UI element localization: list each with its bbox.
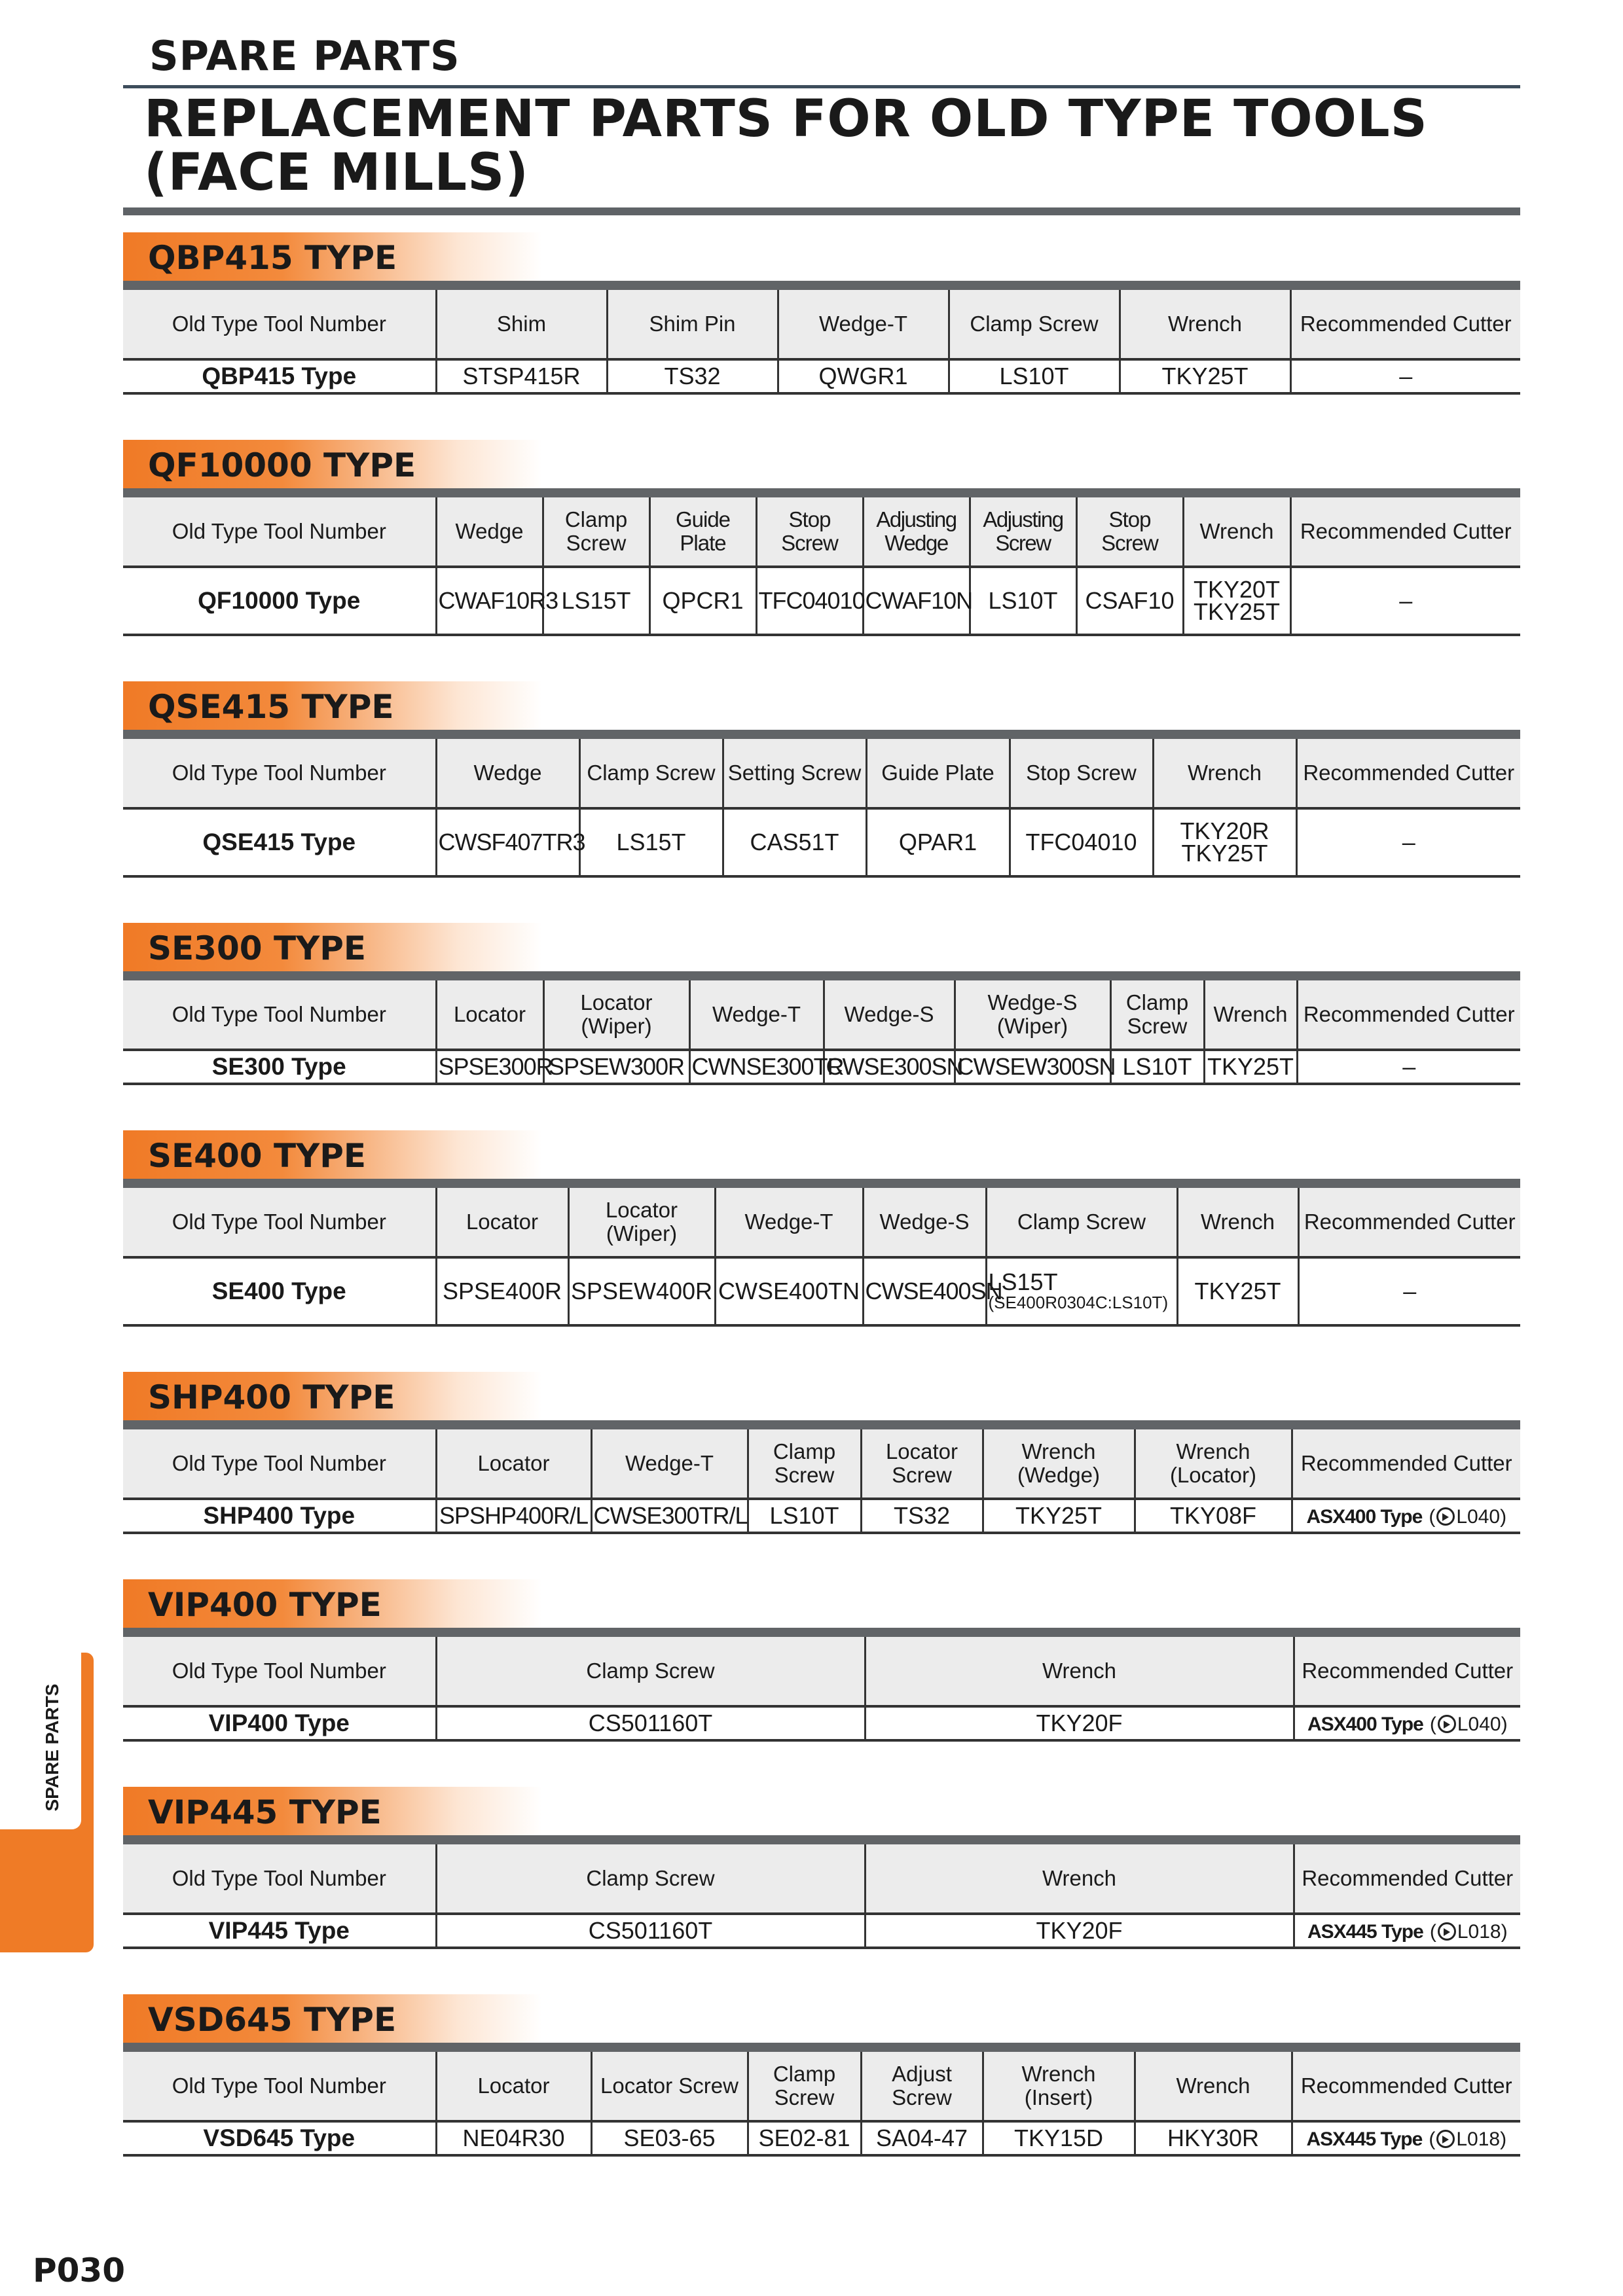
header-bar [123,207,1520,215]
table-row [123,1706,1520,1740]
part-cell: LS10T [748,1499,861,1533]
tool-number: SE300 Type [123,1050,436,1084]
part-cell: SPSE300R [436,1050,543,1084]
part-cell: TS32 [861,1499,983,1533]
col-header: Recommended Cutter [1292,2052,1520,2121]
col-header: Old Type Tool Number [123,739,436,808]
parts-table [123,2052,1520,2157]
page-header [123,30,1520,215]
tool-number: VIP400 Type [123,1706,436,1740]
page-number: P030 [33,2251,126,2289]
cutter-ref: L018) [1457,1920,1508,1943]
section-title: SHP400 TYPE [123,1372,542,1420]
table-row [123,1050,1520,1084]
col-header: Wrench [865,1844,1294,1914]
col-header: Recommended Cutter [1298,1188,1520,1257]
ref-open: ( [1429,1505,1436,1528]
section-bar [123,971,1520,980]
tool-number: SE400 Type [123,1257,436,1325]
part-cell: NE04R30 [436,2121,591,2155]
col-header: Wrench [865,1637,1294,1706]
col-header: Clamp Screw [543,497,649,567]
col-header: Locator [436,2052,591,2121]
wrench-value: TKY20T [1193,576,1281,603]
col-header: Wrench [1120,290,1290,359]
section-bar [123,281,1520,290]
col-header: Wedge-T [778,290,949,359]
part-cell: TKY20F [865,1706,1294,1740]
col-header: Locator Screw [861,1429,983,1499]
tool-number: VIP445 Type [123,1914,436,1948]
col-header: Recommended Cutter [1297,980,1520,1050]
page-ref-arrow-icon [1436,2130,1455,2148]
col-header: Recommended Cutter [1290,497,1520,567]
section-bar [123,1628,1520,1637]
part-cell: SPSEW300R [543,1050,689,1084]
section-se300 [123,923,1520,1085]
part-cell: QPCR1 [649,567,756,635]
col-header: Wrench (Locator) [1135,1429,1292,1499]
parts-table [123,497,1520,636]
section-title: VSD645 TYPE [123,1994,542,2043]
section-title: SE300 TYPE [123,923,542,971]
col-header: Clamp Screw [748,1429,861,1499]
cutter-name: ASX445 Type [1306,2128,1423,2150]
page-title [144,92,1520,200]
part-cell: CS501160T [436,1706,865,1740]
part-cell: CWSEW300SN [955,1050,1110,1084]
part-cell: CWAF10R3 [436,567,543,635]
recommended-cutter: – [1290,567,1520,635]
recommended-cutter [1292,2121,1520,2155]
col-header: Guide Plate [649,497,756,567]
section-vsd645 [123,1994,1520,2157]
col-header: Old Type Tool Number [123,1844,436,1914]
part-cell: SPSHP400R/L [436,1499,591,1533]
cutter-ref: L018) [1456,2128,1507,2150]
part-cell: SA04-47 [861,2121,983,2155]
table-row [123,1257,1520,1325]
section-title: QF10000 TYPE [123,440,542,488]
side-tab-label-area [0,1653,81,1829]
col-header: Wedge [436,739,579,808]
col-header: Old Type Tool Number [123,980,436,1050]
cutter-name: ASX400 Type [1306,1505,1423,1528]
parts-table [123,980,1520,1085]
parts-table [123,1637,1520,1742]
col-header: Old Type Tool Number [123,1429,436,1499]
col-header: Clamp Screw [579,739,723,808]
cutter-ref: L040) [1457,1713,1508,1735]
part-cell: LS10T [1110,1050,1204,1084]
cutter-ref: L040) [1456,1505,1507,1528]
section-bar [123,1179,1520,1188]
part-cell: QWGR1 [778,359,949,393]
col-header: Locator (Wiper) [568,1188,715,1257]
table-row [123,2121,1520,2155]
part-cell: TKY25T [983,1499,1135,1533]
cutter-name: ASX445 Type [1307,1920,1423,1943]
recommended-cutter [1294,1706,1520,1740]
col-header: Clamp Screw [436,1844,865,1914]
wrench-value: TKY25T [1181,840,1268,867]
section-bar [123,2043,1520,2052]
clamp-screw-note: (SE400R0304C:LS10T) [988,1293,1169,1312]
part-cell: SE02-81 [748,2121,861,2155]
col-header: Locator (Wiper) [543,980,689,1050]
col-header: Locator [436,1188,568,1257]
part-cell: TS32 [607,359,778,393]
section-title: QBP415 TYPE [123,232,542,281]
part-cell: LS10T [970,567,1076,635]
parts-table [123,1844,1520,1949]
col-header: Wrench [1177,1188,1298,1257]
col-header: Adjusting Screw [970,497,1076,567]
col-header: Adjust Screw [861,2052,983,2121]
col-header: Wedge-T [689,980,824,1050]
col-header: Locator [436,980,543,1050]
part-cell: LS15T [579,808,723,876]
part-cell: STSP415R [436,359,607,393]
wrench-cell [1183,567,1290,635]
part-cell: CAS51T [723,808,866,876]
col-header: Recommended Cutter [1296,739,1520,808]
col-header: Stop Screw [756,497,863,567]
page-ref-arrow-icon [1438,1922,1456,1941]
ref-open: ( [1429,2128,1436,2150]
side-tab-label: SPARE PARTS [42,1683,62,1812]
col-header: Locator [436,1429,591,1499]
table-row [123,567,1520,635]
parts-table [123,739,1520,878]
recommended-cutter: – [1298,1257,1520,1325]
part-cell: CWAF10N [863,567,970,635]
part-cell: CWSE300TR/L [591,1499,748,1533]
ref-open: ( [1429,1713,1436,1735]
part-cell: CWSE300SN [824,1050,955,1084]
col-header: Old Type Tool Number [123,1637,436,1706]
part-cell: HKY30R [1135,2121,1292,2155]
col-header: Wrench [1183,497,1290,567]
table-row [123,808,1520,876]
part-cell: SPSE400R [436,1257,568,1325]
section-vip400 [123,1579,1520,1742]
col-header: Clamp Screw [986,1188,1177,1257]
col-header: Old Type Tool Number [123,2052,436,2121]
col-header: Wrench [1204,980,1297,1050]
section-bar [123,488,1520,497]
part-cell: TKY08F [1135,1499,1292,1533]
col-header: Clamp Screw [748,2052,861,2121]
col-header: Old Type Tool Number [123,497,436,567]
col-header: Wrench (Wedge) [983,1429,1135,1499]
part-cell: CWSF407TR3 [436,808,579,876]
ref-open: ( [1429,1920,1436,1943]
recommended-cutter: – [1297,1050,1520,1084]
col-header: Stop Screw [1010,739,1153,808]
part-cell: CWNSE300TR [689,1050,824,1084]
wrench-value: TKY20R [1180,817,1269,844]
wrench-value: TKY25T [1193,598,1281,625]
clamp-screw-cell [986,1257,1177,1325]
section-title: VIP400 TYPE [123,1579,542,1628]
recommended-cutter: – [1290,359,1520,393]
section-shp400 [123,1372,1520,1534]
col-header: Wedge-T [715,1188,863,1257]
col-header: Stop Screw [1076,497,1183,567]
side-tab [0,1653,94,1952]
col-header: Adjusting Wedge [863,497,970,567]
col-header: Shim Pin [607,290,778,359]
section-bar [123,1420,1520,1429]
section-qse415 [123,681,1520,878]
clamp-screw-value: LS15T [988,1268,1058,1295]
col-header: Clamp Screw [1110,980,1204,1050]
page-ref-arrow-icon [1438,1715,1456,1733]
category-title: SPARE PARTS [149,32,460,80]
section-title: QSE415 TYPE [123,681,542,730]
page-title-line1: REPLACEMENT PARTS FOR OLD TYPE TOOLS [144,90,1428,149]
col-header: Wedge-S [824,980,955,1050]
part-cell: CWSE400SN [863,1257,986,1325]
part-cell: TKY25T [1177,1257,1298,1325]
part-cell: TKY15D [983,2121,1135,2155]
part-cell: TKY25T [1120,359,1290,393]
part-cell: CSAF10 [1076,567,1183,635]
part-cell: LS15T [543,567,649,635]
col-header: Recommended Cutter [1294,1637,1520,1706]
col-header: Clamp Screw [436,1637,865,1706]
recommended-cutter [1292,1499,1520,1533]
col-header: Locator Screw [591,2052,748,2121]
table-row [123,1914,1520,1948]
section-qf10000 [123,440,1520,636]
tool-number: SHP400 Type [123,1499,436,1533]
parts-table [123,1188,1520,1327]
page-title-line2: (FACE MILLS) [144,143,529,202]
parts-table [123,1429,1520,1534]
part-cell: QPAR1 [866,808,1010,876]
header-rule [123,85,1520,88]
section-se400 [123,1130,1520,1327]
col-header: Wedge-S [863,1188,986,1257]
col-header: Wedge-T [591,1429,748,1499]
section-bar [123,1835,1520,1844]
col-header: Setting Screw [723,739,866,808]
section-title: SE400 TYPE [123,1130,542,1179]
col-header: Guide Plate [866,739,1010,808]
col-header: Wrench [1153,739,1296,808]
wrench-cell [1153,808,1296,876]
col-header: Old Type Tool Number [123,1188,436,1257]
table-row [123,1499,1520,1533]
section-qbp415 [123,232,1520,395]
tool-number: VSD645 Type [123,2121,436,2155]
tool-number: QBP415 Type [123,359,436,393]
col-header: Old Type Tool Number [123,290,436,359]
section-bar [123,730,1520,739]
part-cell: TFC04010 [756,567,863,635]
col-header: Recommended Cutter [1292,1429,1520,1499]
part-cell: CS501160T [436,1914,865,1948]
recommended-cutter [1294,1914,1520,1948]
part-cell: TFC04010 [1010,808,1153,876]
page-ref-arrow-icon [1436,1507,1455,1526]
tool-number: QSE415 Type [123,808,436,876]
part-cell: SPSEW400R [568,1257,715,1325]
col-header: Recommended Cutter [1290,290,1520,359]
part-cell: TKY20F [865,1914,1294,1948]
section-vip445 [123,1787,1520,1949]
parts-table [123,290,1520,395]
cutter-name: ASX400 Type [1307,1713,1423,1735]
tool-number: QF10000 Type [123,567,436,635]
col-header: Wedge-S (Wiper) [955,980,1110,1050]
part-cell: SE03-65 [591,2121,748,2155]
col-header: Wedge [436,497,543,567]
col-header: Clamp Screw [949,290,1120,359]
table-row [123,359,1520,393]
col-header: Wrench (Insert) [983,2052,1135,2121]
section-title: VIP445 TYPE [123,1787,542,1835]
col-header: Shim [436,290,607,359]
col-header: Wrench [1135,2052,1292,2121]
part-cell: CWSE400TN [715,1257,863,1325]
part-cell: LS10T [949,359,1120,393]
part-cell: TKY25T [1204,1050,1297,1084]
recommended-cutter: – [1296,808,1520,876]
col-header: Recommended Cutter [1294,1844,1520,1914]
